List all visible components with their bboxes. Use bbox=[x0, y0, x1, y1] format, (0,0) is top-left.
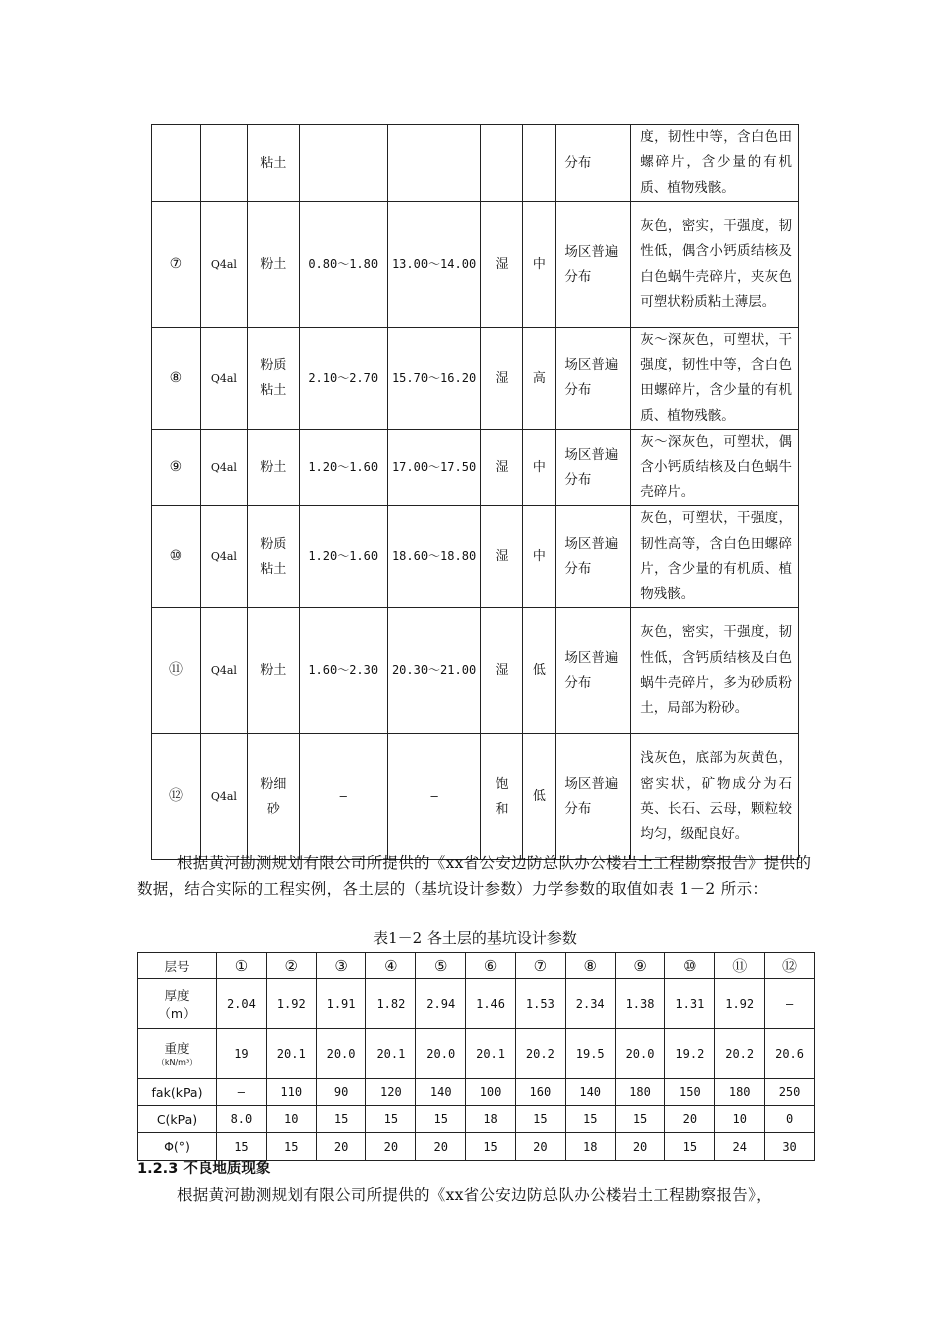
geologic-age: Q4al bbox=[200, 506, 247, 608]
param-value: 8.0 bbox=[217, 1106, 267, 1133]
row-label-text: Φ(°) bbox=[164, 1139, 190, 1154]
plasticity: 中 bbox=[523, 429, 556, 506]
soil-name: 粉质粘土 bbox=[247, 328, 299, 430]
humidity: 湿 bbox=[481, 506, 523, 608]
row-label bbox=[138, 1029, 217, 1079]
soil-name: 粘土 bbox=[247, 125, 299, 202]
row-label-text: C(kPa) bbox=[156, 1111, 198, 1127]
section-heading: 1.2.3 不良地质现象 bbox=[137, 1161, 271, 1177]
humidity: 饱和 bbox=[481, 734, 523, 860]
param-value: 250 bbox=[765, 1079, 815, 1106]
geologic-age: Q4al bbox=[200, 429, 247, 506]
row-label bbox=[138, 1106, 217, 1133]
param-value: 110 bbox=[266, 1079, 316, 1106]
layer-depth-range: 20.30～21.00 bbox=[387, 608, 481, 734]
geologic-age: Q4al bbox=[200, 202, 247, 328]
param-value: 20 bbox=[316, 1133, 366, 1161]
param-value: 15 bbox=[466, 1133, 516, 1161]
layer-number: ⑪ bbox=[152, 608, 201, 734]
plasticity: 低 bbox=[523, 608, 556, 734]
param-value: 10 bbox=[266, 1106, 316, 1133]
plasticity bbox=[523, 125, 556, 202]
soil-table-row bbox=[152, 328, 799, 430]
table-caption: 表1－2 各土层的基坑设计参数 bbox=[373, 929, 577, 947]
param-value: 20 bbox=[665, 1106, 715, 1133]
layer-header: ⑪ bbox=[715, 953, 765, 979]
geologic-age: Q4al bbox=[200, 608, 247, 734]
layer-thickness: 0.80～1.80 bbox=[299, 202, 387, 328]
param-value: 1.38 bbox=[615, 979, 665, 1029]
row-label-unit: （m） bbox=[158, 1005, 196, 1021]
param-value: 140 bbox=[416, 1079, 466, 1106]
param-value: 20.0 bbox=[416, 1029, 466, 1079]
param-value: 20.1 bbox=[466, 1029, 516, 1079]
layer-number bbox=[152, 125, 201, 202]
soil-description: 浅灰色，底部为灰黄色，密实状，矿物成分为石英、长石、云母，颗粒较均匀，级配良好。 bbox=[631, 734, 799, 860]
soil-name: 粉土 bbox=[247, 202, 299, 328]
distribution: 分布 bbox=[556, 125, 631, 202]
param-value: 19 bbox=[217, 1029, 267, 1079]
layer-header: ⑧ bbox=[565, 953, 615, 979]
plasticity: 高 bbox=[523, 328, 556, 430]
param-value: 1.31 bbox=[665, 979, 715, 1029]
humidity bbox=[481, 125, 523, 202]
layer-thickness: — bbox=[299, 734, 387, 860]
soil-table-row bbox=[152, 429, 799, 506]
param-value: 1.82 bbox=[366, 979, 416, 1029]
paragraph-intro: 根据黄河勘测规划有限公司所提供的《xx省公安边防总队办公楼岩土工程勘察报告》提供的数据，结合实际的工程实例，各土层的（基坑设计参数）力学参数的取值如表 1－2 所示： bbox=[137, 854, 812, 898]
param-value: 30 bbox=[765, 1133, 815, 1161]
design-parameter-table bbox=[137, 952, 815, 1161]
layer-header: ⑦ bbox=[515, 953, 565, 979]
param-value: — bbox=[217, 1079, 267, 1106]
param-value: 1.92 bbox=[715, 979, 765, 1029]
param-value: 2.94 bbox=[416, 979, 466, 1029]
layer-depth-range bbox=[387, 125, 481, 202]
param-value: 2.04 bbox=[217, 979, 267, 1029]
soil-table-row bbox=[152, 608, 799, 734]
param-value: 18 bbox=[565, 1133, 615, 1161]
table2-row bbox=[138, 1079, 815, 1106]
layer-number: ⑫ bbox=[152, 734, 201, 860]
layer-thickness: 1.20～1.60 bbox=[299, 506, 387, 608]
param-value: 15 bbox=[266, 1133, 316, 1161]
layer-header: ① bbox=[217, 953, 267, 979]
param-value: 20.6 bbox=[765, 1029, 815, 1079]
param-value: 20.1 bbox=[366, 1029, 416, 1079]
param-value: 2.34 bbox=[565, 979, 615, 1029]
param-value: 15 bbox=[217, 1133, 267, 1161]
param-value: 150 bbox=[665, 1079, 715, 1106]
humidity: 湿 bbox=[481, 328, 523, 430]
humidity: 湿 bbox=[481, 608, 523, 734]
soil-name: 粉细砂 bbox=[247, 734, 299, 860]
layer-depth-range: — bbox=[387, 734, 481, 860]
layer-header: ⑩ bbox=[665, 953, 715, 979]
soil-description: 度，韧性中等，含白色田螺碎片，含少量的有机质、植物残骸。 bbox=[631, 125, 799, 202]
layer-number: ⑧ bbox=[152, 328, 201, 430]
param-value: 90 bbox=[316, 1079, 366, 1106]
plasticity: 中 bbox=[523, 202, 556, 328]
param-value: 15 bbox=[316, 1106, 366, 1133]
param-value: 20 bbox=[615, 1133, 665, 1161]
param-value: 1.92 bbox=[266, 979, 316, 1029]
geologic-age: Q4al bbox=[200, 328, 247, 430]
plasticity: 低 bbox=[523, 734, 556, 860]
humidity: 湿 bbox=[481, 429, 523, 506]
param-value: 20 bbox=[366, 1133, 416, 1161]
soil-layer-table bbox=[151, 124, 799, 860]
layer-number: ⑦ bbox=[152, 202, 201, 328]
layer-number: ⑩ bbox=[152, 506, 201, 608]
geologic-age bbox=[200, 125, 247, 202]
param-value: 19.2 bbox=[665, 1029, 715, 1079]
soil-description: 灰～深灰色，可塑状，干强度，韧性中等，含白色田螺碎片，含少量的有机质、植物残骸。 bbox=[631, 328, 799, 430]
param-value: 18 bbox=[466, 1106, 516, 1133]
param-value: 20 bbox=[515, 1133, 565, 1161]
table2-row bbox=[138, 979, 815, 1029]
distribution: 场区普遍分布 bbox=[556, 328, 631, 430]
layer-depth-range: 18.60～18.80 bbox=[387, 506, 481, 608]
table2-header-row bbox=[138, 953, 815, 979]
param-value: 20.2 bbox=[515, 1029, 565, 1079]
layer-depth-range: 15.70～16.20 bbox=[387, 328, 481, 430]
soil-description: 灰色，可塑状，干强度，韧性高等，含白色田螺碎片，含少量的有机质、植物残骸。 bbox=[631, 506, 799, 608]
param-value: 1.46 bbox=[466, 979, 516, 1029]
soil-description: 灰色，密实，干强度，韧性低，含钙质结核及白色蜗牛壳碎片，多为砂质粉土，局部为粉砂。 bbox=[631, 608, 799, 734]
layer-thickness bbox=[299, 125, 387, 202]
param-value: 20.1 bbox=[266, 1029, 316, 1079]
layer-header: ⑨ bbox=[615, 953, 665, 979]
param-value: 20.0 bbox=[615, 1029, 665, 1079]
row-label-text: 厚度 bbox=[164, 987, 190, 1003]
soil-table-row bbox=[152, 125, 799, 202]
header-label: 层号 bbox=[138, 953, 217, 979]
layer-thickness: 1.60～2.30 bbox=[299, 608, 387, 734]
param-value: 160 bbox=[515, 1079, 565, 1106]
layer-depth-range: 17.00～17.50 bbox=[387, 429, 481, 506]
soil-table-row bbox=[152, 734, 799, 860]
param-value: 140 bbox=[565, 1079, 615, 1106]
soil-name: 粉质粘土 bbox=[247, 506, 299, 608]
table2-row bbox=[138, 1029, 815, 1079]
row-label bbox=[138, 1079, 217, 1106]
layer-depth-range: 13.00～14.00 bbox=[387, 202, 481, 328]
geologic-age: Q4al bbox=[200, 734, 247, 860]
row-label bbox=[138, 979, 217, 1029]
distribution: 场区普遍分布 bbox=[556, 429, 631, 506]
param-value: 120 bbox=[366, 1079, 416, 1106]
param-value: 100 bbox=[466, 1079, 516, 1106]
param-value: 1.53 bbox=[515, 979, 565, 1029]
layer-thickness: 2.10～2.70 bbox=[299, 328, 387, 430]
param-value: — bbox=[765, 979, 815, 1029]
soil-name: 粉土 bbox=[247, 608, 299, 734]
param-value: 15 bbox=[615, 1106, 665, 1133]
param-value: 15 bbox=[515, 1106, 565, 1133]
distribution: 场区普遍分布 bbox=[556, 734, 631, 860]
param-value: 20 bbox=[416, 1133, 466, 1161]
layer-header: ⑫ bbox=[765, 953, 815, 979]
param-value: 15 bbox=[416, 1106, 466, 1133]
layer-header: ② bbox=[266, 953, 316, 979]
layer-header: ⑤ bbox=[416, 953, 466, 979]
param-value: 20.2 bbox=[715, 1029, 765, 1079]
distribution: 场区普遍分布 bbox=[556, 506, 631, 608]
layer-thickness: 1.20～1.60 bbox=[299, 429, 387, 506]
param-value: 180 bbox=[715, 1079, 765, 1106]
plasticity: 中 bbox=[523, 506, 556, 608]
row-label-text: fak(kPa) bbox=[151, 1084, 203, 1100]
paragraph-defects: 根据黄河勘测规划有限公司所提供的《xx省公安边防总队办公楼岩土工程勘察报告》， bbox=[177, 1186, 772, 1204]
layer-header: ③ bbox=[316, 953, 366, 979]
soil-description: 灰～深灰色，可塑状，偶含小钙质结核及白色蜗牛壳碎片。 bbox=[631, 429, 799, 506]
layer-number: ⑨ bbox=[152, 429, 201, 506]
param-value: 15 bbox=[665, 1133, 715, 1161]
soil-table-row bbox=[152, 202, 799, 328]
param-value: 15 bbox=[565, 1106, 615, 1133]
layer-header: ⑥ bbox=[466, 953, 516, 979]
layer-header: ④ bbox=[366, 953, 416, 979]
param-value: 24 bbox=[715, 1133, 765, 1161]
distribution: 场区普遍分布 bbox=[556, 202, 631, 328]
param-value: 180 bbox=[615, 1079, 665, 1106]
row-label-text: 重度 bbox=[164, 1041, 190, 1056]
distribution: 场区普遍分布 bbox=[556, 608, 631, 734]
param-value: 15 bbox=[366, 1106, 416, 1133]
param-value: 1.91 bbox=[316, 979, 366, 1029]
param-value: 19.5 bbox=[565, 1029, 615, 1079]
humidity: 湿 bbox=[481, 202, 523, 328]
param-value: 0 bbox=[765, 1106, 815, 1133]
row-label-unit: （kN/m³） bbox=[156, 1058, 198, 1067]
soil-table-row bbox=[152, 506, 799, 608]
param-value: 20.0 bbox=[316, 1029, 366, 1079]
soil-description: 灰色，密实，干强度，韧性低，偶含小钙质结核及白色蜗牛壳碎片，夹灰色可塑状粉质粘土薄层。 bbox=[631, 202, 799, 328]
table2-row bbox=[138, 1106, 815, 1133]
param-value: 10 bbox=[715, 1106, 765, 1133]
soil-name: 粉土 bbox=[247, 429, 299, 506]
